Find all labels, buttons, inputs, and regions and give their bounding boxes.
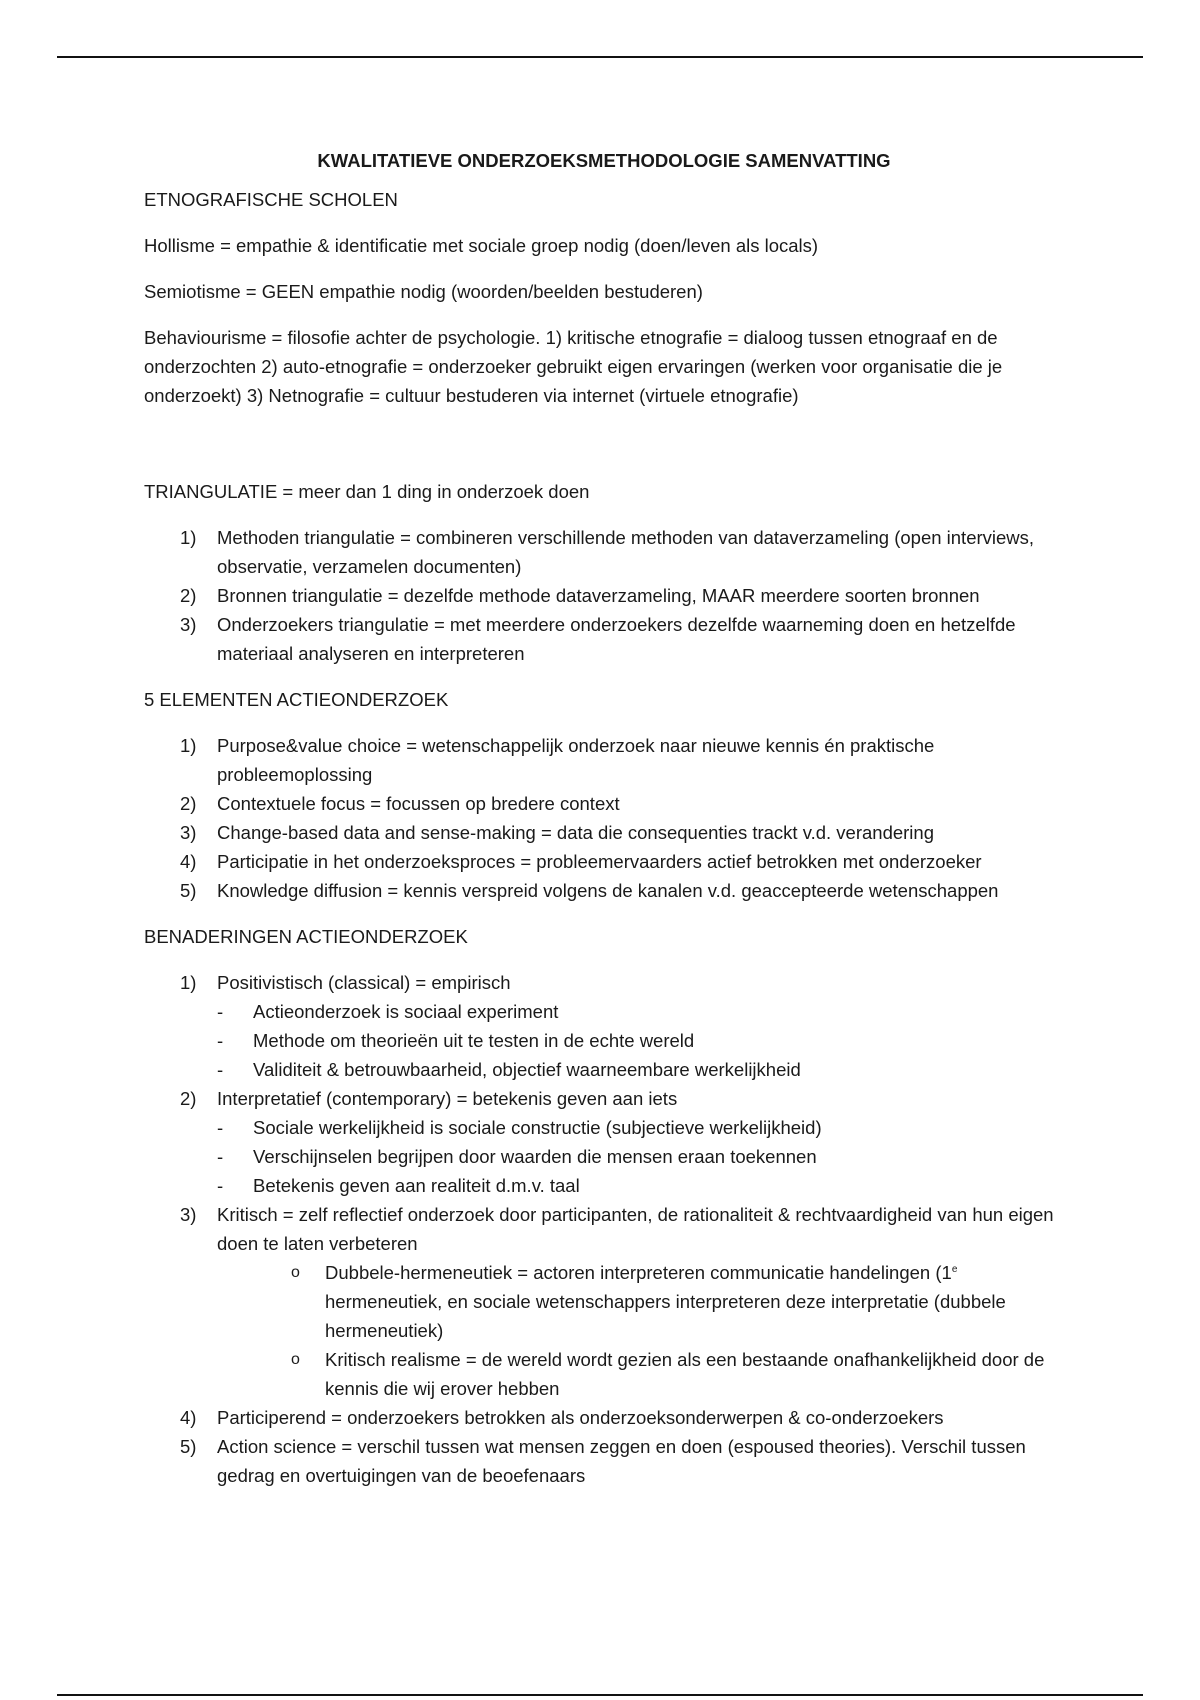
list-item-text: Methoden triangulatie = combineren verschillende methoden van dataverzameling (open interviews, observatie, verzamelen documenten) — [217, 527, 1035, 577]
elementen-list — [144, 731, 1064, 905]
list-marker: 2) — [180, 585, 197, 606]
sub-list-item: - Actieonderzoek is sociaal experiment — [144, 997, 1064, 1026]
list-marker: 2) — [180, 1088, 197, 1109]
sub-list-item: - Methode om theorieën uit te testen in de echte wereld — [144, 1026, 1064, 1055]
circle-sub-item-text: Dubbele-hermeneutiek = actoren interpreteren communicatie handelingen (1 — [325, 1262, 952, 1283]
list-item-text: Onderzoekers triangulatie = met meerdere onderzoekers dezelfde waarneming doen en hetzelfde materiaal analyseren en interpreteren — [217, 614, 1016, 664]
section-gap — [144, 427, 1064, 477]
list-item — [144, 789, 1064, 818]
list-item — [144, 581, 1064, 610]
list-item — [144, 1403, 1064, 1432]
list-item-text: Interpretatief (contemporary) = betekenis geven aan iets — [217, 1088, 678, 1109]
list-marker: 5) — [180, 1436, 197, 1457]
list-item-text: Action science = verschil tussen wat mensen zeggen en doen (espoused theories). Verschil tussen gedrag en overtuigingen van de beoefenaars — [217, 1436, 1026, 1486]
document-title: KWALITATIEVE ONDERZOEKSMETHODOLOGIE SAMENVATTING — [317, 150, 891, 171]
list-item — [144, 968, 1064, 1084]
list-marker: 3) — [180, 1204, 197, 1225]
document-page — [144, 140, 1064, 1507]
circle-sub-item-text: Kritisch realisme = de wereld wordt gezien als een bestaande onafhankelijkheid door de kennis die wij erover hebben — [325, 1349, 1045, 1399]
sub-list-item: - Sociale werkelijkheid is sociale constructie (subjectieve werkelijkheid) — [144, 1113, 1064, 1142]
paragraph-semiotisme: Semiotisme = GEEN empathie nodig (woorden/beelden bestuderen) — [144, 281, 703, 302]
list-marker: 1) — [180, 527, 197, 548]
superscript: e — [951, 1263, 958, 1275]
heading-etnografische-scholen: ETNOGRAFISCHE SCHOLEN — [144, 189, 398, 210]
list-item — [144, 1084, 1064, 1200]
paragraph-hollisme: Hollisme = empathie & identificatie met sociale groep nodig (doen/leven als locals) — [144, 235, 819, 256]
list-marker: 2) — [180, 793, 197, 814]
heading-benaderingen-actieonderzoek: BENADERINGEN ACTIEONDERZOEK — [144, 926, 468, 947]
sub-list-item: - Verschijnselen begrijpen door waarden die mensen eraan toekennen — [144, 1142, 1064, 1171]
sub-list — [217, 1113, 1064, 1200]
list-item — [144, 818, 1064, 847]
list-item — [144, 1432, 1064, 1490]
heading-elementen-actieonderzoek: 5 ELEMENTEN ACTIEONDERZOEK — [144, 689, 449, 710]
sub-list-item: - Validiteit & betrouwbaarheid, objectief waarneembare werkelijkheid — [144, 1055, 1064, 1084]
list-item-text: Bronnen triangulatie = dezelfde methode dataverzameling, MAAR meerdere soorten bronnen — [217, 585, 980, 606]
list-item-text: Knowledge diffusion = kennis verspreid volgens de kanalen v.d. geaccepteerde wetenschappen — [217, 880, 999, 901]
circle-sub-list — [217, 1258, 1064, 1403]
benaderingen-list — [144, 968, 1064, 1490]
list-item-text: Participerend = onderzoekers betrokken als onderzoeksonderwerpen & co-onderzoekers — [217, 1407, 944, 1428]
list-item — [144, 876, 1064, 905]
top-rule — [57, 56, 1143, 58]
list-marker: 3) — [180, 614, 197, 635]
circle-sub-list-item — [144, 1345, 1064, 1403]
list-marker: 4) — [180, 851, 197, 872]
list-marker: 5) — [180, 880, 197, 901]
list-item — [144, 523, 1064, 581]
list-item-text: Participatie in het onderzoeksproces = probleemervaarders actief betrokken met onderzoeker — [217, 851, 982, 872]
circle-sub-item-text-continued: hermeneutiek, en sociale wetenschappers interpreteren deze interpretatie (dubbele hermeneutiek) — [325, 1291, 1006, 1341]
list-item-text: Kritisch = zelf reflectief onderzoek door participanten, de rationaliteit & rechtvaardigheid van hun eigen doen te laten verbeteren — [217, 1204, 1054, 1254]
sub-list — [217, 997, 1064, 1084]
list-item — [144, 1200, 1064, 1403]
list-item-text: Positivistisch (classical) = empirisch — [217, 972, 511, 993]
list-item-text: Purpose&value choice = wetenschappelijk onderzoek naar nieuwe kennis én praktische probleemoplossing — [217, 735, 935, 785]
list-item-text: Contextuele focus = focussen op bredere context — [217, 793, 620, 814]
list-item — [144, 731, 1064, 789]
list-marker: 3) — [180, 822, 197, 843]
list-item — [144, 847, 1064, 876]
bottom-rule — [57, 1694, 1143, 1696]
paragraph-behaviourisme: Behaviourisme = filosofie achter de psychologie. 1) kritische etnografie = dialoog tussen etnograaf en de onderzochten 2) auto-etnografie = onderzoeker gebruikt eigen ervaringen (werken voor organisatie die je onderzoekt) 3) Netnografie = cultuur bestuderen via internet (virtuele etnografie) — [144, 327, 1003, 406]
list-marker: 4) — [180, 1407, 197, 1428]
list-item — [144, 610, 1064, 668]
sub-list-item: - Betekenis geven aan realiteit d.m.v. taal — [144, 1171, 1064, 1200]
list-item-text: Change-based data and sense-making = data die consequenties trackt v.d. verandering — [217, 822, 934, 843]
list-marker: 1) — [180, 972, 197, 993]
list-marker: 1) — [180, 735, 197, 756]
circle-sub-list-item — [144, 1258, 1064, 1345]
triangulatie-list — [144, 523, 1064, 668]
heading-triangulatie: TRIANGULATIE = meer dan 1 ding in onderzoek doen — [144, 481, 590, 502]
